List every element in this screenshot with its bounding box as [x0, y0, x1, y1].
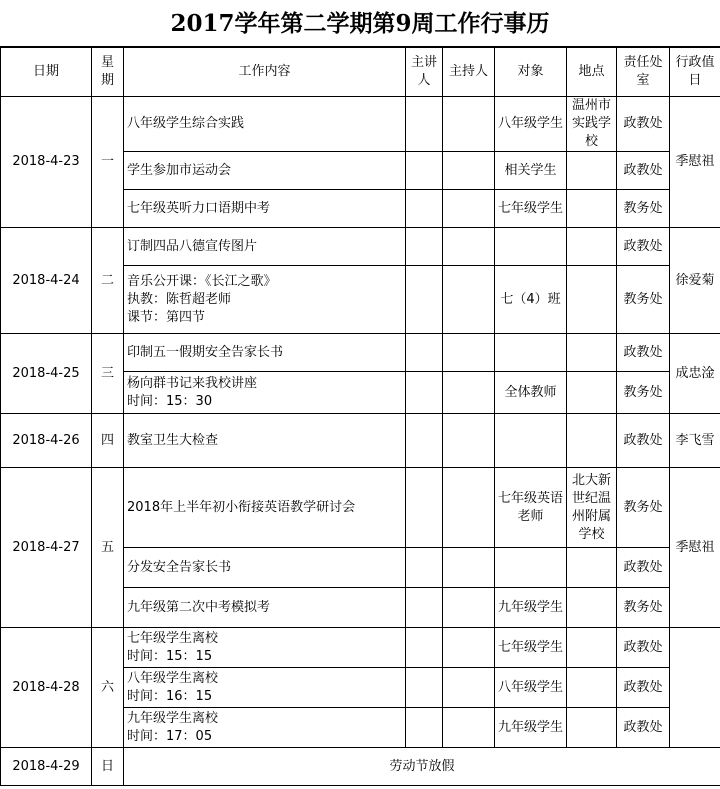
host-cell [443, 228, 495, 266]
table-row [1, 334, 720, 372]
office-cell: 教务处 [617, 588, 670, 628]
office-cell: 教务处 [617, 266, 670, 334]
content-line: 课节：第四节 [127, 309, 206, 325]
speaker-cell [406, 372, 443, 414]
header-location: 地点 [567, 48, 617, 97]
location-cell [567, 708, 617, 748]
content-line: 音乐公开课：《长江之歌》 [127, 273, 277, 289]
target-cell [495, 228, 567, 266]
content-line: 杨向群书记来我校讲座 [127, 375, 258, 391]
speaker-cell [406, 668, 443, 708]
host-cell [443, 97, 495, 152]
duty-cell [670, 628, 720, 748]
target-cell: 七年级学生 [495, 628, 567, 668]
host-cell [443, 334, 495, 372]
office-cell: 政教处 [617, 668, 670, 708]
speaker-cell [406, 266, 443, 334]
holiday-content-cell: 劳动节放假 [124, 748, 720, 786]
header-content: 工作内容 [124, 48, 406, 97]
weekday-cell: 五 [92, 468, 124, 628]
content-line: 2018年上半年初小衔接英语教学研讨会 [127, 499, 356, 515]
office-cell: 政教处 [617, 97, 670, 152]
schedule-body [1, 97, 720, 786]
office-cell: 教务处 [617, 468, 670, 548]
weekday-cell: 三 [92, 334, 124, 414]
host-cell [443, 414, 495, 468]
weekday-cell: 日 [92, 748, 124, 786]
target-cell [495, 414, 567, 468]
header-speaker: 主讲人 [406, 48, 443, 97]
host-cell [443, 548, 495, 588]
target-cell: 七年级英语老师 [495, 468, 567, 548]
content-line: 八年级学生离校 [127, 670, 219, 686]
speaker-cell [406, 334, 443, 372]
location-cell [567, 668, 617, 708]
content-line: 九年级学生离校 [127, 710, 219, 726]
speaker-cell [406, 228, 443, 266]
host-cell [443, 266, 495, 334]
header-target: 对象 [495, 48, 567, 97]
speaker-cell [406, 708, 443, 748]
content-cell [124, 372, 406, 414]
table-row [1, 414, 720, 468]
location-cell [567, 548, 617, 588]
header-row [1, 48, 720, 97]
content-line: 印制五一假期安全告家长书 [127, 344, 284, 360]
location-cell [567, 334, 617, 372]
location-cell: 温州市实践学校 [567, 97, 617, 152]
office-cell: 教务处 [617, 190, 670, 228]
location-cell [567, 372, 617, 414]
weekday-cell: 二 [92, 228, 124, 334]
target-cell [495, 548, 567, 588]
header-weekday: 星期 [92, 48, 124, 97]
target-cell: 全体教师 [495, 372, 567, 414]
target-cell: 九年级学生 [495, 588, 567, 628]
office-cell: 政教处 [617, 708, 670, 748]
location-cell [567, 190, 617, 228]
content-cell [124, 708, 406, 748]
office-cell: 政教处 [617, 628, 670, 668]
content-line: 八年级学生综合实践 [127, 116, 245, 131]
date-cell: 2018-4-26 [1, 414, 92, 468]
speaker-cell [406, 548, 443, 588]
office-cell: 教务处 [617, 372, 670, 414]
duty-cell: 李飞雪 [670, 414, 720, 468]
schedule-table [0, 47, 720, 786]
duty-cell: 成忠淦 [670, 334, 720, 414]
content-cell [124, 228, 406, 266]
host-cell [443, 190, 495, 228]
table-row [1, 97, 720, 152]
content-cell [124, 628, 406, 668]
office-cell: 政教处 [617, 228, 670, 266]
target-cell: 九年级学生 [495, 708, 567, 748]
host-cell [443, 468, 495, 548]
duty-cell: 季慰祖 [670, 468, 720, 628]
content-cell [124, 468, 406, 548]
date-cell: 2018-4-28 [1, 628, 92, 748]
content-cell [124, 548, 406, 588]
content-cell [124, 190, 406, 228]
header-host: 主持人 [443, 48, 495, 97]
speaker-cell [406, 414, 443, 468]
content-line: 学生参加市运动会 [127, 162, 232, 178]
table-row [1, 628, 720, 668]
duty-cell: 季慰祖 [670, 97, 720, 228]
date-cell: 2018-4-23 [1, 97, 92, 228]
location-cell: 北大新世纪温州附属学校 [567, 468, 617, 548]
host-cell [443, 372, 495, 414]
content-line: 时间：15：15 [127, 648, 213, 664]
target-cell: 八年级学生 [495, 668, 567, 708]
content-cell [124, 414, 406, 468]
host-cell [443, 588, 495, 628]
table-row [1, 468, 720, 548]
content-cell [124, 588, 406, 628]
location-cell [567, 414, 617, 468]
header-date: 日期 [1, 48, 92, 97]
location-cell [567, 588, 617, 628]
weekday-cell: 四 [92, 414, 124, 468]
date-cell: 2018-4-24 [1, 228, 92, 334]
weekday-cell: 六 [92, 628, 124, 748]
content-cell [124, 334, 406, 372]
header-duty: 行政值日 [670, 48, 720, 97]
office-cell: 政教处 [617, 414, 670, 468]
content-line: 时间：16：15 [127, 688, 213, 704]
weekday-cell: 一 [92, 97, 124, 228]
target-cell: 七（4）班 [495, 266, 567, 334]
date-cell: 2018-4-25 [1, 334, 92, 414]
speaker-cell [406, 190, 443, 228]
content-line: 执教：陈哲超老师 [127, 291, 232, 307]
speaker-cell [406, 97, 443, 152]
location-cell [567, 152, 617, 190]
duty-cell: 徐爱菊 [670, 228, 720, 334]
content-line: 九年级第二次中考模拟考 [127, 599, 271, 615]
office-cell: 政教处 [617, 334, 670, 372]
target-cell: 七年级学生 [495, 190, 567, 228]
speaker-cell [406, 588, 443, 628]
target-cell [495, 334, 567, 372]
target-cell: 相关学生 [495, 152, 567, 190]
content-line: 七年级学生离校 [127, 630, 219, 646]
content-line: 七年级英听力口语期中考 [127, 200, 271, 216]
speaker-cell [406, 152, 443, 190]
location-cell [567, 266, 617, 334]
target-cell: 八年级学生 [495, 97, 567, 152]
content-cell [124, 266, 406, 334]
location-cell [567, 628, 617, 668]
content-cell [124, 668, 406, 708]
office-cell: 政教处 [617, 548, 670, 588]
host-cell [443, 628, 495, 668]
content-line: 订制四品八德宣传图片 [127, 238, 258, 254]
office-cell: 政教处 [617, 152, 670, 190]
host-cell [443, 152, 495, 190]
speaker-cell [406, 628, 443, 668]
holiday-row [1, 748, 720, 786]
content-line: 时间：15：30 [127, 393, 213, 409]
content-line: 分发安全告家长书 [127, 559, 232, 575]
content-line: 时间：17：05 [127, 728, 213, 744]
content-cell [124, 152, 406, 190]
date-cell: 2018-4-27 [1, 468, 92, 628]
header-office: 责任处室 [617, 48, 670, 97]
location-cell [567, 228, 617, 266]
content-cell [124, 97, 406, 152]
host-cell [443, 708, 495, 748]
table-row [1, 228, 720, 266]
content-line: 教室卫生大检查 [127, 432, 219, 448]
speaker-cell [406, 468, 443, 548]
page-title: 2017学年第二学期第9周工作行事历 [0, 0, 720, 47]
host-cell [443, 668, 495, 708]
date-cell: 2018-4-29 [1, 748, 92, 786]
